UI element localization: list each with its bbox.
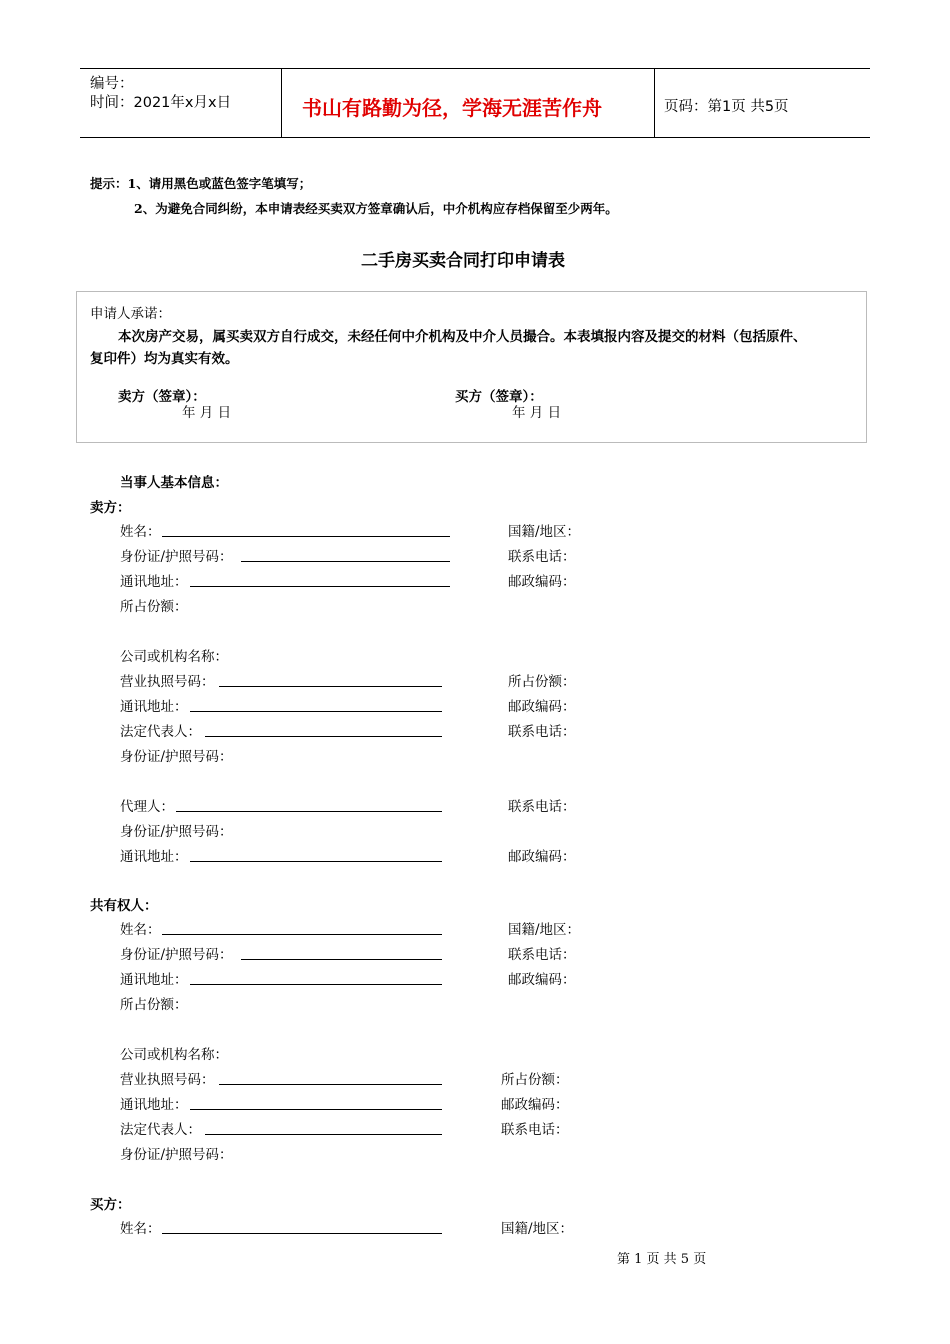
seller-name-field[interactable]	[162, 536, 450, 537]
seller-legal-rep-field[interactable]	[205, 736, 442, 737]
header-divider	[654, 69, 655, 137]
buyer-name-label: 姓名：	[120, 1221, 161, 1237]
seller-company-address-label: 通讯地址：	[120, 699, 188, 715]
header-motto: 书山有路勤为径，学海无涯苦作舟	[302, 96, 602, 120]
co-owner-company-phone-label: 联系电话：	[501, 1122, 569, 1138]
co-owner-license-field[interactable]	[219, 1084, 442, 1085]
seller-name-label: 姓名：	[120, 524, 161, 540]
seller-signature-date: 年 月 日	[182, 405, 232, 421]
tip-line-2: 2、为避免合同纠纷，本申请表经买卖双方签章确认后，中介机构应存档保留至少两年。	[134, 201, 618, 216]
promise-heading: 申请人承诺：	[90, 306, 171, 322]
page-footer: 第 1 页 共 5 页	[617, 1252, 707, 1267]
co-owner-share-label: 所占份额：	[120, 997, 188, 1013]
co-owner-address-field[interactable]	[190, 984, 442, 985]
co-owner-section-heading: 共有权人：	[90, 898, 158, 914]
co-owner-company-label: 公司或机构名称：	[120, 1047, 228, 1063]
co-owner-id-label: 身份证/护照号码：	[120, 947, 233, 963]
seller-address-field[interactable]	[190, 586, 450, 587]
seller-postcode-label: 邮政编码：	[508, 574, 576, 590]
seller-agent-phone-label: 联系电话：	[508, 799, 576, 815]
co-owner-id-field[interactable]	[241, 959, 442, 960]
co-owner-legal-rep-id-label: 身份证/护照号码：	[120, 1147, 233, 1163]
seller-company-address-field[interactable]	[190, 711, 442, 712]
seller-address-label: 通讯地址：	[120, 574, 188, 590]
seller-agent-id-label: 身份证/护照号码：	[120, 824, 233, 840]
buyer-section-heading: 买方：	[90, 1197, 131, 1213]
seller-signature-label: 卖方（签章）：	[118, 389, 206, 405]
co-owner-postcode-label: 邮政编码：	[508, 972, 576, 988]
seller-agent-address-field[interactable]	[190, 861, 442, 862]
seller-agent-postcode-label: 邮政编码：	[508, 849, 576, 865]
header-divider	[281, 69, 282, 137]
co-owner-company-address-label: 通讯地址：	[120, 1097, 188, 1113]
seller-section-heading: 卖方：	[90, 500, 131, 516]
page-title: 二手房买卖合同打印申请表	[361, 251, 565, 271]
seller-legal-rep-label: 法定代表人：	[120, 724, 201, 740]
co-owner-address-label: 通讯地址：	[120, 972, 188, 988]
buyer-signature-label: 买方（签章）：	[455, 389, 543, 405]
document-number-label: 编号：	[90, 76, 134, 92]
page-indicator: 页码：第1页 共5页	[664, 99, 789, 115]
co-owner-legal-rep-label: 法定代表人：	[120, 1122, 201, 1138]
co-owner-company-postcode-label: 邮政编码：	[501, 1097, 569, 1113]
seller-license-label: 营业执照号码：	[120, 674, 215, 690]
seller-phone-label: 联系电话：	[508, 549, 576, 565]
seller-company-share-label: 所占份额：	[508, 674, 576, 690]
co-owner-nationality-label: 国籍/地区：	[508, 922, 581, 938]
seller-license-field[interactable]	[219, 686, 442, 687]
seller-company-postcode-label: 邮政编码：	[508, 699, 576, 715]
co-owner-license-label: 营业执照号码：	[120, 1072, 215, 1088]
seller-id-field[interactable]	[241, 561, 450, 562]
co-owner-name-field[interactable]	[162, 934, 442, 935]
document-date: 时间：2021年x月x日	[90, 95, 232, 111]
tip-line-1: 提示：1、请用黑色或蓝色签字笔填写；	[90, 176, 312, 191]
promise-text-line-2: 复印件）均为真实有效。	[90, 351, 239, 367]
co-owner-company-share-label: 所占份额：	[501, 1072, 569, 1088]
seller-nationality-label: 国籍/地区：	[508, 524, 581, 540]
buyer-nationality-label: 国籍/地区：	[501, 1221, 574, 1237]
seller-share-label: 所占份额：	[120, 599, 188, 615]
co-owner-phone-label: 联系电话：	[508, 947, 576, 963]
seller-legal-rep-id-label: 身份证/护照号码：	[120, 749, 233, 765]
seller-company-phone-label: 联系电话：	[508, 724, 576, 740]
buyer-name-field[interactable]	[162, 1233, 442, 1234]
seller-agent-field[interactable]	[176, 811, 442, 812]
seller-company-label: 公司或机构名称：	[120, 649, 228, 665]
buyer-signature-date: 年 月 日	[512, 405, 562, 421]
co-owner-legal-rep-field[interactable]	[205, 1134, 442, 1135]
promise-text-line-1: 本次房产交易，属买卖双方自行成交，未经任何中介机构及中介人员撮合。本表填报内容及提交的材料（包括原件、	[118, 329, 807, 345]
seller-agent-address-label: 通讯地址：	[120, 849, 188, 865]
seller-agent-label: 代理人：	[120, 799, 174, 815]
co-owner-company-address-field[interactable]	[190, 1109, 442, 1110]
seller-id-label: 身份证/护照号码：	[120, 549, 233, 565]
co-owner-name-label: 姓名：	[120, 922, 161, 938]
basic-info-heading: 当事人基本信息：	[120, 475, 228, 491]
